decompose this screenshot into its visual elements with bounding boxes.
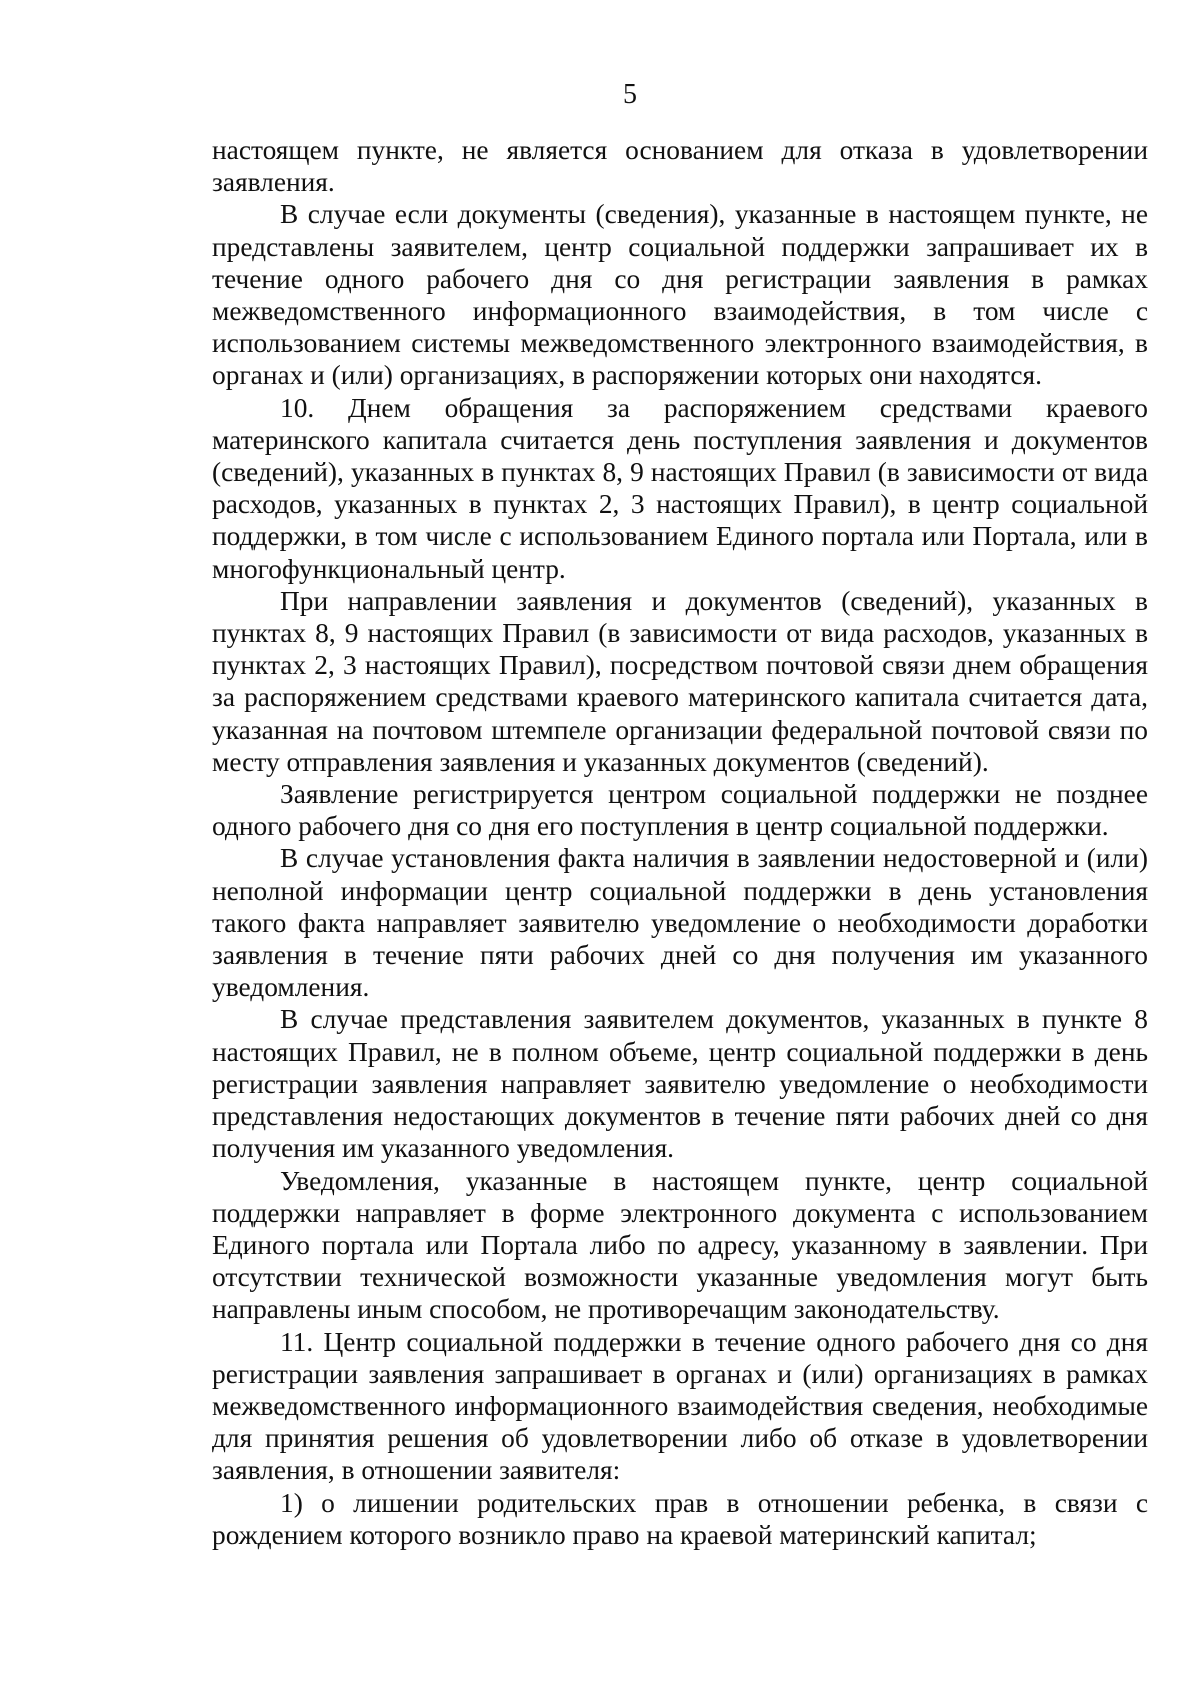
paragraph: настоящем пункте, не является основанием для отказа в удовлетворении заявления. xyxy=(212,135,1148,198)
paragraph: Уведомления, указанные в настоящем пункте, центр социальной поддержки направляет в форме электронного документа с использованием Единого портала или Портала либо по адресу, указанному в заявлении. При отсутствии технической возможности указанные уведомления могут быть направлены иным способом, не противоречащим законодательству. xyxy=(212,1165,1148,1325)
paragraph: В случае представления заявителем документов, указанных в пункте 8 настоящих Правил, не в полном объеме, центр социальной поддержки в день регистрации заявления направляет заявителю уведомление о необходимости представления недостающих документов в течение пяти рабочих дней со дня получения им указанного уведомления. xyxy=(212,1004,1148,1164)
paragraph-item-10: 10. Днем обращения за распоряжением средствами краевого материнского капитала считается день поступления заявления и документов (сведений), указанных в пунктах 8, 9 настоящих Правил (в зависимости от вида расходов, указанных в пунктах 2, 3 настоящих Правил), в центр социальной поддержки, в том числе с использованием Единого портала или Портала, или в многофункциональный центр. xyxy=(212,392,1148,584)
paragraph: В случае установления факта наличия в заявлении недостоверной и (или) неполной информации центр социальной поддержки в день установления такого факта направляет заявителю уведомление о необходимости доработки заявления в течение пяти рабочих дней со дня получения им указанного уведомления. xyxy=(212,843,1148,1003)
document-body xyxy=(212,134,1148,1551)
page-number: 5 xyxy=(623,79,637,110)
paragraph: Заявление регистрируется центром социальной поддержки не позднее одного рабочего дня со дня его поступления в центр социальной поддержки. xyxy=(212,779,1148,842)
paragraph-item-11: 11. Центр социальной поддержки в течение одного рабочего дня со дня регистрации заявления запрашивает в органах и (или) организациях в рамках межведомственного информационного взаимодействия сведения, необходимые для принятия решения об удовлетворении либо об отказе в удовлетворении заявления, в отношении заявителя: xyxy=(212,1326,1148,1486)
paragraph: В случае если документы (сведения), указанные в настоящем пункте, не представлены заявителем, центр социальной поддержки запрашивает их в течение одного рабочего дня со дня регистрации заявления в рамках межведомственного информационного взаимодействия, в том числе с использованием системы межведомственного электронного взаимодействия, в органах и (или) организациях, в распоряжении которых они находятся. xyxy=(212,199,1148,391)
paragraph: При направлении заявления и документов (сведений), указанных в пунктах 8, 9 настоящих Правил (в зависимости от вида расходов, указанных в пунктах 2, 3 настоящих Правил), посредством почтовой связи днем обращения за распоряжением средствами краевого материнского капитала считается дата, указанная на почтовом штемпеле организации федеральной почтовой связи по месту отправления заявления и указанных документов (сведений). xyxy=(212,585,1148,777)
list-item: 1) о лишении родительских прав в отношении ребенка, в связи с рождением которого возникло право на краевой материнский капитал; xyxy=(212,1487,1148,1550)
